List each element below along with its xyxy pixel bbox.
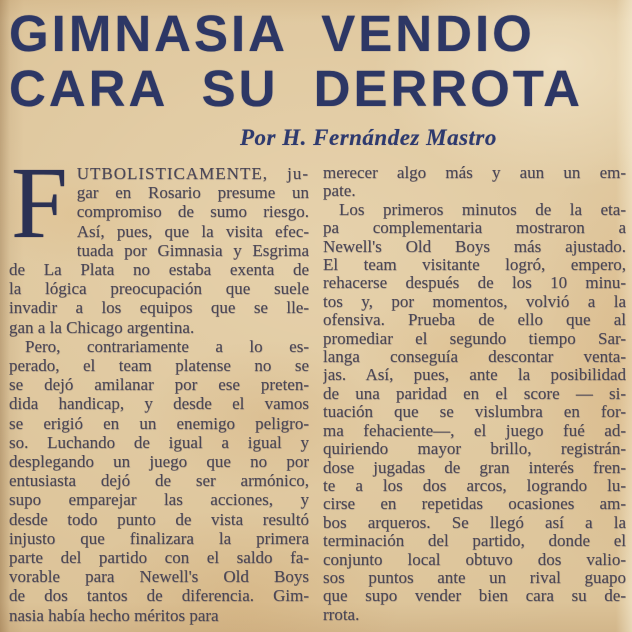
text-line: entusiasta dejó de ser armónico,: [9, 471, 309, 491]
column-right: [323, 164, 626, 625]
headline-line-2: CARA SU DERROTA: [9, 60, 583, 117]
text-line: terminación del partido, donde el: [323, 532, 626, 551]
text-line: se erigió en un enemigo peligro-: [9, 413, 309, 433]
text-line: Así, pues, que la visita efec-: [76, 221, 309, 241]
text-line: promediar el segundo tiempo Sar-: [323, 329, 626, 348]
drop-cap-letter: F: [11, 147, 68, 260]
text-line: de dos tantos de diferencia. Gim-: [9, 586, 309, 606]
text-line: quiriendo mayor brillo, registrán-: [323, 440, 626, 459]
text-line: cirse en repetidas ocasiones am-: [323, 495, 626, 514]
paragraph: [9, 147, 309, 337]
article-body: [9, 147, 626, 625]
paragraph: [9, 337, 309, 625]
byline: Por H. Fernández Mastro: [240, 125, 497, 150]
text-line: gan a la Chicago argentina.: [9, 317, 195, 337]
text-line: parte del partido con el saldo fa-: [9, 548, 309, 568]
text-line: supo emparejar las acciones, y: [9, 490, 309, 510]
headline-line-1: GIMNASIA VENDIO: [9, 5, 535, 62]
text-line: ma fehaciente—, el juego fué ad-: [323, 421, 626, 440]
text-line: UTBOLISTICAMENTE, ju-: [76, 164, 309, 183]
text-line: jas. Así, pues, ante la posibilidad: [323, 366, 626, 385]
paragraph: [323, 201, 626, 624]
text-line: de una paridad en el score — si-: [323, 384, 626, 403]
text-line: pate.: [323, 182, 356, 201]
text-line: rrota.: [323, 605, 360, 624]
text-line: so. Luchando de igual a igual y: [9, 432, 309, 452]
text-line: nasia había hecho méritos para: [9, 605, 219, 625]
text-line: bos arqueros. Se llegó así a la: [323, 513, 626, 532]
text-line: desde todo punto de vista resultó: [9, 509, 309, 529]
text-line: la lógica preocupación que suele: [9, 279, 309, 299]
article-headline: [9, 6, 626, 116]
text-line: Pero, contrariamente a lo es-: [25, 336, 309, 356]
text-line: se dejó amilanar por ese preten-: [9, 375, 309, 395]
text-line: tuada por Gimnasia y Esgrima: [76, 240, 309, 260]
column-left: [9, 147, 309, 625]
text-line: merecer algo más y aun un em-: [323, 164, 626, 182]
text-line: que supo vender bien cara su de-: [323, 587, 626, 606]
text-line: langa conseguía descontar venta-: [323, 348, 626, 367]
text-line: te a los dos arcos, logrando lu-: [323, 476, 626, 495]
text-line: dida handicap, y desde el vamos: [9, 394, 309, 414]
text-line: sos puntos ante un rival guapo: [323, 568, 626, 587]
text-line: conjunto local obtuvo dos valio-: [323, 550, 626, 569]
text-line: tos y, por momentos, volvió a la: [323, 292, 626, 311]
text-line: perado, el team platense no se: [9, 356, 309, 376]
text-line: rehacerse después de los 10 minu-: [323, 274, 626, 293]
text-line: de La Plata no estaba exenta de: [9, 260, 309, 280]
paragraph: [323, 164, 626, 201]
text-line: Los primeros minutos de la eta-: [339, 200, 626, 219]
text-line: vorable para Newell's Old Boys: [9, 567, 309, 587]
text-line: desplegando un juego que no por: [9, 452, 309, 472]
text-line: compromiso de sumo riesgo.: [76, 202, 309, 222]
text-line: pa complementaria mostraron a: [323, 219, 626, 238]
text-line: injusto que finalizara la primera: [9, 528, 309, 548]
text-line: Newell's Old Boys más ajustado.: [323, 237, 626, 256]
text-line: tuación que se vislumbra en for-: [323, 403, 626, 422]
text-line: dose jugadas de gran interés fren-: [323, 458, 626, 477]
text-line: ofensiva. Prueba de ello que al: [323, 311, 626, 330]
text-line: invadir a los equipos que se lle-: [9, 298, 309, 318]
text-line: El team visitante logró, empero,: [323, 256, 626, 275]
text-line: gar en Rosario presume un: [76, 183, 309, 203]
